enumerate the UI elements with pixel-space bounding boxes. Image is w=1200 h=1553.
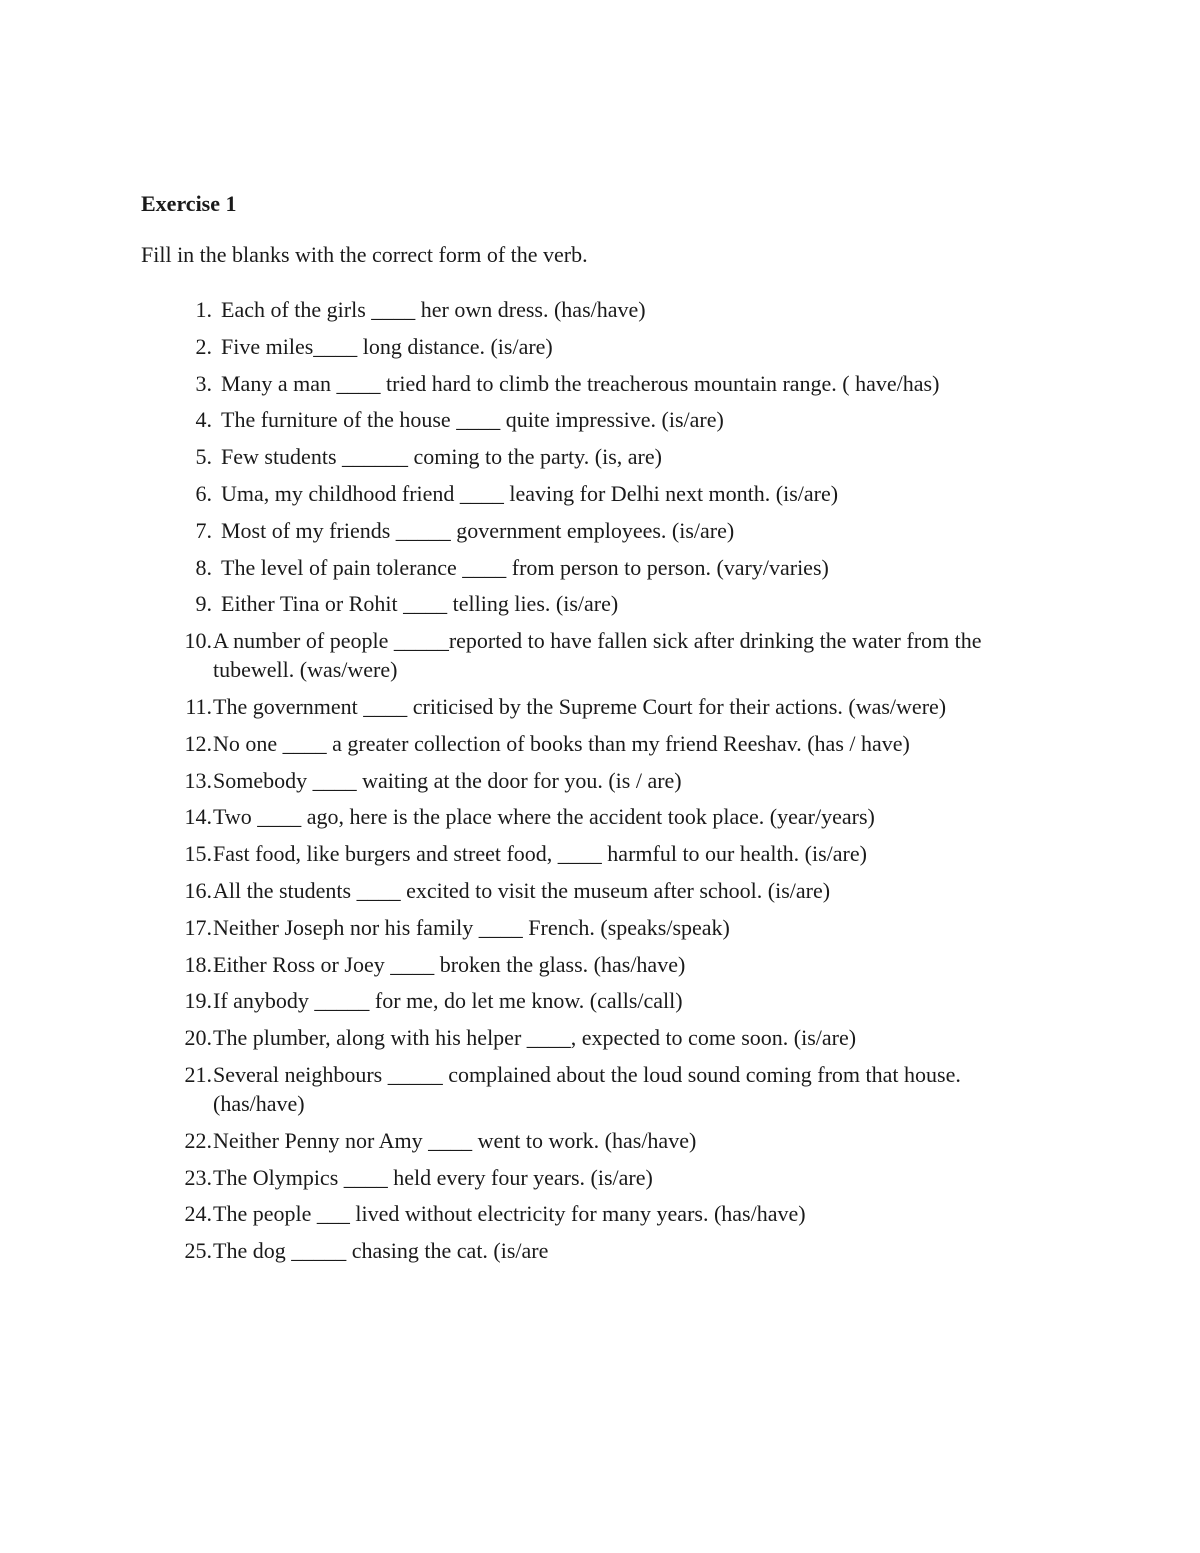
exercise-item-number: 19. xyxy=(184,988,212,1014)
exercise-item-number: 10. xyxy=(184,628,212,654)
exercise-item-text: No one ____ a greater collection of books than my friend Reeshav. (has / have) xyxy=(213,730,910,756)
exercise-item-number: 21. xyxy=(184,1061,212,1087)
exercise-item-text: The government ____ criticised by the Supreme Court for their actions. (was/were) xyxy=(213,693,947,719)
exercise-item-text: Several neighbours _____ complained about the loud sound coming from that house. (has/have) xyxy=(213,1061,961,1116)
exercise-item-number: 1. xyxy=(195,297,212,322)
exercise-item xyxy=(141,332,1061,361)
exercise-item-number: 16. xyxy=(184,877,212,903)
exercise-item xyxy=(141,766,1061,795)
exercise-item-text: Neither Joseph nor his family ____ French. (speaks/speak) xyxy=(213,914,730,940)
exercise-item-number: 7. xyxy=(195,517,212,543)
exercise-list xyxy=(141,295,1061,1265)
exercise-item xyxy=(141,479,1061,508)
exercise-item-text: Neither Penny nor Amy ____ went to work. (has/have) xyxy=(213,1127,697,1153)
exercise-item-text: Many a man ____ tried hard to climb the treacherous mountain range. ( have/has) xyxy=(221,370,940,396)
exercise-item xyxy=(141,369,1061,398)
exercise-item-text: The level of pain tolerance ____ from person to person. (vary/varies) xyxy=(221,554,829,580)
exercise-item-text: All the students ____ excited to visit the museum after school. (is/are) xyxy=(213,877,831,903)
exercise-item-number: 8. xyxy=(195,554,212,580)
exercise-item-number: 15. xyxy=(184,841,212,867)
exercise-item-text: Either Tina or Rohit ____ telling lies. (is/are) xyxy=(221,591,619,617)
exercise-item-number: 24. xyxy=(184,1201,212,1227)
exercise-item-number: 14. xyxy=(184,804,212,830)
exercise-item-text: Most of my friends _____ government employees. (is/are) xyxy=(221,517,735,543)
exercise-item xyxy=(141,405,1061,434)
exercise-item-number: 20. xyxy=(184,1025,212,1051)
exercise-item xyxy=(141,626,1061,684)
exercise-item xyxy=(141,1163,1061,1192)
exercise-item xyxy=(141,986,1061,1015)
exercise-item xyxy=(141,295,1061,324)
exercise-item xyxy=(141,1236,1061,1265)
document-page xyxy=(141,188,1061,1273)
exercise-item-text: If anybody _____ for me, do let me know. (calls/call) xyxy=(213,988,683,1014)
exercise-item-text: Uma, my childhood friend ____ leaving for Delhi next month. (is/are) xyxy=(221,480,839,506)
exercise-item xyxy=(141,950,1061,979)
exercise-item xyxy=(141,876,1061,905)
exercise-item xyxy=(141,692,1061,721)
exercise-item xyxy=(141,1126,1061,1155)
exercise-item-number: 12. xyxy=(184,730,212,756)
exercise-item xyxy=(141,729,1061,758)
exercise-item-text: Each of the girls ____ her own dress. (has/have) xyxy=(221,297,646,322)
exercise-item-text: Somebody ____ waiting at the door for you. (is / are) xyxy=(213,767,682,793)
exercise-item-text: Few students ______ coming to the party. (is, are) xyxy=(221,444,662,470)
exercise-item xyxy=(141,1199,1061,1228)
exercise-item-number: 13. xyxy=(184,767,212,793)
exercise-item-text: The Olympics ____ held every four years. (is/are) xyxy=(213,1164,653,1190)
exercise-item-text: The furniture of the house ____ quite impressive. (is/are) xyxy=(221,407,724,433)
exercise-item xyxy=(141,802,1061,831)
exercise-instruction: Fill in the blanks with the correct form of the verb. xyxy=(141,242,588,267)
exercise-item-text: Five miles____ long distance. (is/are) xyxy=(221,333,553,359)
exercise-item xyxy=(141,516,1061,545)
exercise-item-text: Two ____ ago, here is the place where the accident took place. (year/years) xyxy=(213,804,875,830)
exercise-item-number: 4. xyxy=(195,407,212,433)
exercise-item xyxy=(141,1023,1061,1052)
exercise-item-number: 25. xyxy=(184,1238,212,1264)
exercise-item-text: The plumber, along with his helper ____, expected to come soon. (is/are) xyxy=(213,1025,857,1051)
exercise-item-text: Either Ross or Joey ____ broken the glass. (has/have) xyxy=(213,951,686,977)
exercise-item-number: 5. xyxy=(195,444,212,470)
exercise-item-number: 3. xyxy=(195,370,212,396)
exercise-item xyxy=(141,589,1061,618)
exercise-item-number: 22. xyxy=(184,1127,212,1153)
exercise-item-number: 18. xyxy=(184,951,212,977)
exercise-title: Exercise 1 xyxy=(141,191,237,216)
exercise-item-number: 9. xyxy=(195,591,212,617)
exercise-item-text: Fast food, like burgers and street food, ____ harmful to our health. (is/are) xyxy=(213,841,867,867)
exercise-item xyxy=(141,442,1061,471)
exercise-item xyxy=(141,913,1061,942)
exercise-item-text: A number of people _____reported to have fallen sick after drinking the water from the tubewell. (was/were) xyxy=(213,628,982,683)
exercise-item-number: 17. xyxy=(184,914,212,940)
exercise-item xyxy=(141,553,1061,582)
exercise-item-text: The dog _____ chasing the cat. (is/are xyxy=(213,1238,549,1264)
exercise-item-number: 6. xyxy=(195,480,212,506)
exercise-item-text: The people ___ lived without electricity for many years. (has/have) xyxy=(213,1201,806,1227)
exercise-item-number: 2. xyxy=(195,333,212,359)
exercise-item xyxy=(141,1060,1061,1118)
exercise-item-number: 23. xyxy=(184,1164,212,1190)
exercise-item-number: 11. xyxy=(185,693,212,719)
exercise-item xyxy=(141,839,1061,868)
